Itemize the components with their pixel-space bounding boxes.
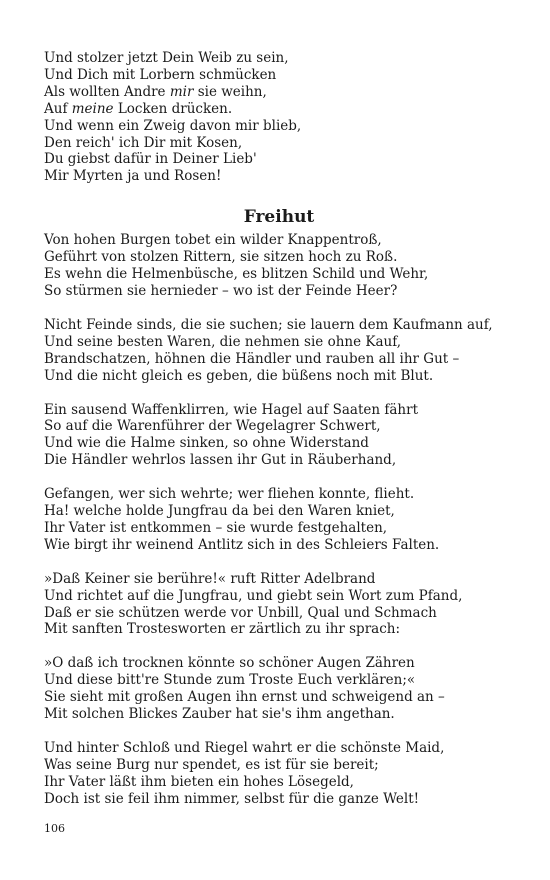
verse-line: Du giebst dafür in Deiner Lieb' — [44, 151, 257, 168]
verse-line: Von hohen Burgen tobet ein wilder Knappentroß, — [44, 232, 382, 249]
verse-text: sie weihn, — [193, 83, 267, 100]
verse-line: So stürmen sie hernieder – wo ist der Feinde Heer? — [44, 282, 398, 299]
verse-line: Und diese bitt're Stunde zum Troste Euch verklären;« — [44, 672, 416, 689]
verse-line: Und stolzer jetzt Dein Weib zu sein, — [44, 50, 289, 66]
verse-line: Mir Myrten ja und Rosen! — [44, 168, 222, 185]
verse-line: Sie sieht mit großen Augen ihn ernst und schweigend an – — [44, 689, 445, 706]
verse-line — [44, 101, 514, 118]
poem-stanza — [44, 232, 514, 300]
stanza-gap — [44, 300, 514, 317]
top-stanza — [44, 50, 514, 185]
verse-line: Und richtet auf die Jungfrau, und giebt sein Wort zum Pfand, — [44, 587, 463, 604]
verse-line: »Daß Keiner sie berühre!« ruft Ritter Adelbrand — [44, 570, 376, 587]
poem-title: Freihut — [243, 207, 315, 228]
verse-line: Geführt von stolzen Rittern, sie sitzen hoch zu Roß. — [44, 249, 398, 266]
verse-line: Und hinter Schloß und Riegel wahrt er die schönste Maid, — [44, 740, 445, 756]
verse-line: So auf die Warenführer der Wegelagrer Schwert, — [44, 418, 381, 435]
verse-line: Und die nicht gleich es geben, die büßens noch mit Blut. — [44, 367, 434, 384]
verse-line: Und Dich mit Lorbern schmücken — [44, 66, 277, 83]
verse-text: Locken drücken. — [113, 100, 233, 117]
verse-line: Es wehn die Helmenbüsche, es blitzen Schild und Wehr, — [44, 266, 429, 283]
verse-line: Und wenn ein Zweig davon mir blieb, — [44, 117, 302, 134]
verse-line: Mit sanften Trostesworten er zärtlich zu ihr sprach: — [44, 621, 401, 638]
verse-line: Doch ist sie feil ihm nimmer, selbst für die ganze Welt! — [44, 790, 420, 807]
verse-line: Ihr Vater läßt ihm bieten ein hohes Lösegeld, — [44, 773, 354, 790]
verse-line: Brandschatzen, höhnen die Händler und rauben all ihr Gut – — [44, 350, 460, 367]
stanza-gap — [44, 554, 514, 571]
verse-line: Mit solchen Blickes Zauber hat sie's ihm angethan. — [44, 706, 395, 723]
verse-emphasis: mir — [169, 83, 194, 100]
poem-stanza — [44, 655, 514, 723]
stanza-gap — [44, 469, 514, 486]
verse-line: »O daß ich trocknen könnte so schöner Augen Zähren — [44, 655, 415, 672]
verse-line: Und wie die Halme sinken, so ohne Widerstand — [44, 435, 369, 452]
verse-line: Und seine besten Waren, die nehmen sie ohne Kauf, — [44, 333, 401, 350]
verse-line: Die Händler wehrlos lassen ihr Gut in Räuberhand, — [44, 452, 397, 469]
page-body — [44, 50, 514, 808]
poem-stanza — [44, 317, 514, 385]
verse-line: Ha! welche holde Jungfrau da bei den Waren kniet, — [44, 503, 395, 520]
stanza-gap — [44, 385, 514, 402]
page-number: 106 — [44, 822, 65, 835]
verse-text: Auf — [44, 100, 72, 117]
verse-line: Nicht Feinde sinds, die sie suchen; sie lauern dem Kaufmann auf, — [44, 316, 493, 333]
verse-line: Was seine Burg nur spendet, es ist für sie bereit; — [44, 756, 379, 773]
verse-text: Als wollten Andre — [44, 83, 170, 100]
poem-stanza — [44, 571, 514, 639]
verse-line — [44, 84, 514, 101]
verse-emphasis: meine — [71, 100, 114, 117]
verse-line: Wie birgt ihr weinend Antlitz sich in des Schleiers Falten. — [44, 536, 440, 553]
poem-stanza — [44, 740, 514, 808]
stanza-gap — [44, 638, 514, 655]
poem-stanza — [44, 486, 514, 554]
verse-line: Den reich' ich Dir mit Kosen, — [44, 134, 243, 151]
verse-line: Ihr Vater ist entkommen – sie wurde festgehalten, — [44, 519, 388, 536]
stanza-gap — [44, 723, 514, 740]
verse-line: Ein sausend Waffenklirren, wie Hagel auf Saaten fährt — [44, 401, 418, 418]
verse-line: Gefangen, wer sich wehrte; wer fliehen konnte, flieht. — [44, 486, 415, 503]
verse-line: Daß er sie schützen werde vor Unbill, Qual und Schmach — [44, 604, 437, 621]
poem-stanza — [44, 402, 514, 470]
